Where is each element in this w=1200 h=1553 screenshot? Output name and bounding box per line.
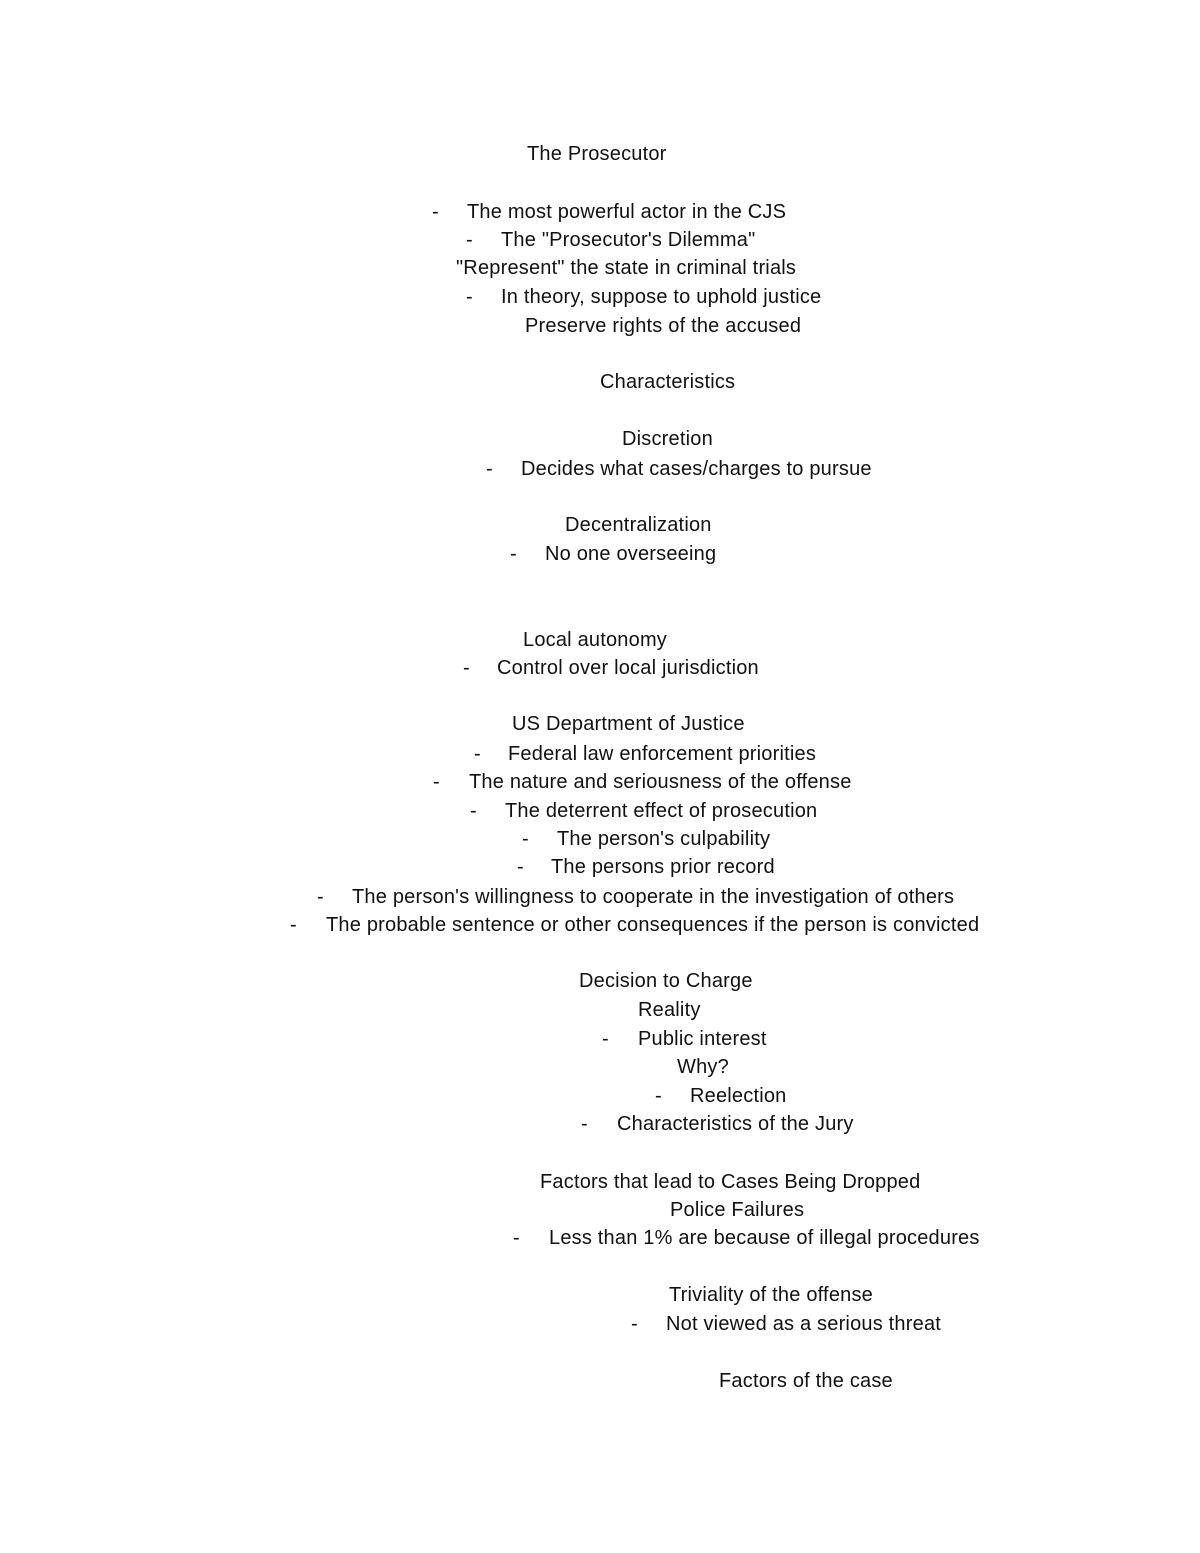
section-heading: Decentralization — [565, 514, 712, 536]
sub-heading: Factors of the case — [719, 1370, 893, 1392]
section-heading: Factors that lead to Cases Being Dropped — [540, 1171, 921, 1193]
sub-heading: Why? — [677, 1056, 729, 1078]
sub-heading: Triviality of the offense — [669, 1284, 873, 1306]
bullet-dash: - — [433, 771, 440, 793]
text-line: The deterrent effect of prosecution — [505, 800, 818, 822]
text-line: Characteristics of the Jury — [617, 1113, 854, 1135]
bullet-dash: - — [581, 1113, 588, 1135]
text-line: The person's culpability — [557, 828, 771, 850]
text-line: Preserve rights of the accused — [525, 315, 802, 337]
text-line: The probable sentence or other consequences if the person is convicted — [326, 914, 980, 936]
section-heading: Characteristics — [600, 371, 736, 393]
bullet-dash: - — [631, 1313, 638, 1335]
text-line: Less than 1% are because of illegal procedures — [549, 1227, 980, 1249]
document-title: The Prosecutor — [527, 143, 667, 165]
section-heading: US Department of Justice — [512, 713, 745, 735]
bullet-dash: - — [655, 1085, 662, 1107]
bullet-dash: - — [290, 914, 297, 936]
text-line: Decides what cases/charges to pursue — [521, 458, 872, 480]
text-line: The nature and seriousness of the offense — [469, 771, 852, 793]
bullet-dash: - — [432, 201, 439, 223]
bullet-dash: - — [522, 828, 529, 850]
section-heading: Local autonomy — [523, 629, 668, 651]
text-line: Not viewed as a serious threat — [666, 1313, 942, 1335]
bullet-dash: - — [317, 886, 324, 908]
bullet-dash: - — [602, 1028, 609, 1050]
bullet-dash: - — [470, 800, 477, 822]
bullet-dash: - — [486, 458, 493, 480]
bullet-dash: - — [463, 657, 470, 679]
text-line: The person's willingness to cooperate in the investigation of others — [352, 886, 955, 908]
bullet-dash: - — [474, 743, 481, 765]
bullet-dash: - — [517, 856, 524, 878]
text-line: In theory, suppose to uphold justice — [501, 286, 822, 308]
text-line: No one overseeing — [545, 543, 717, 565]
section-heading: Decision to Charge — [579, 970, 753, 992]
text-line: The "Prosecutor's Dilemma" — [501, 229, 756, 251]
text-line: Control over local jurisdiction — [497, 657, 759, 679]
text-line: Federal law enforcement priorities — [508, 743, 817, 765]
sub-heading: Police Failures — [670, 1199, 805, 1221]
section-heading: Discretion — [622, 428, 713, 450]
bullet-dash: - — [513, 1227, 520, 1249]
text-line: The most powerful actor in the CJS — [467, 201, 787, 223]
text-line: Public interest — [638, 1028, 767, 1050]
sub-heading: Reality — [638, 999, 701, 1021]
text-line: The persons prior record — [551, 856, 775, 878]
bullet-dash: - — [466, 229, 473, 251]
bullet-dash: - — [466, 286, 473, 308]
text-line: Reelection — [690, 1085, 787, 1107]
text-line: "Represent" the state in criminal trials — [456, 257, 797, 279]
bullet-dash: - — [510, 543, 517, 565]
